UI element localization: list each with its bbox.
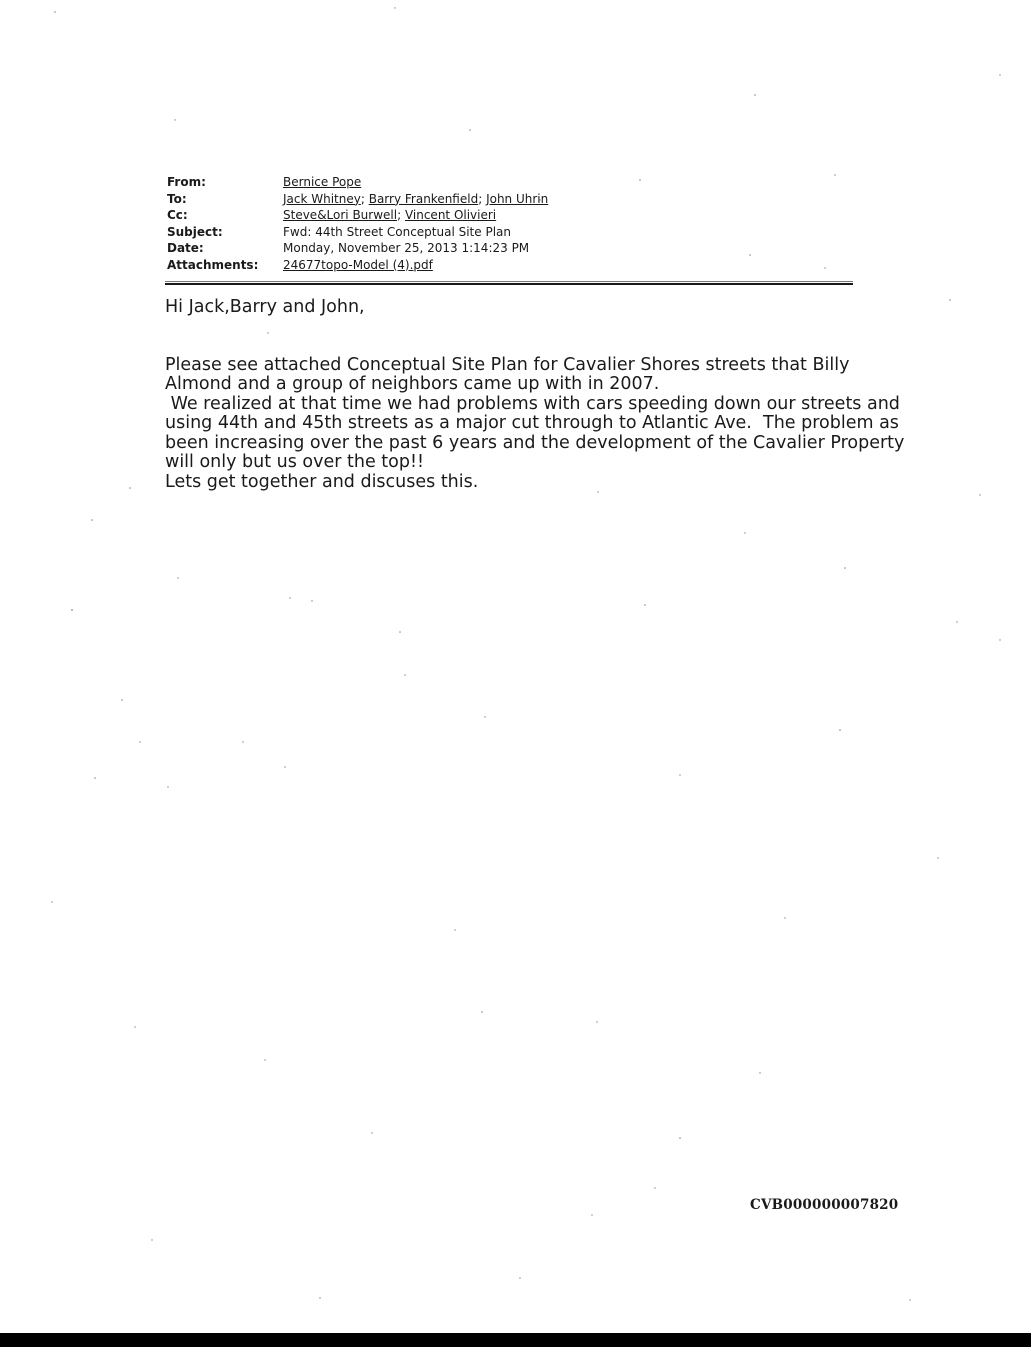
header-divider <box>165 283 853 285</box>
to-label: To: <box>167 191 187 206</box>
to-value: Jack Whitney; Barry Frankenfield; John Uhrin <box>283 191 549 206</box>
greeting: Hi Jack,Barry and John, <box>165 297 365 317</box>
subject-value: Fwd: 44th Street Conceptual Site Plan <box>283 224 511 239</box>
body-line: Please see attached Conceptual Site Plan for Cavalier Shores streets that Billy <box>165 354 850 375</box>
body-line: been increasing over the past 6 years and the development of the Cavalier Property <box>165 432 905 453</box>
email-body <box>165 297 905 492</box>
subject-label: Subject: <box>167 224 223 239</box>
recipient-link[interactable]: Barry Frankenfield <box>368 191 479 206</box>
cc-recipient-link[interactable]: Vincent Olivieri <box>404 208 497 222</box>
from-label: From: <box>167 175 206 189</box>
recipient-link[interactable]: Jack Whitney <box>283 191 361 206</box>
body-line: using 44th and 45th streets as a major cut through to Atlantic Ave. The problem as <box>165 413 899 433</box>
bates-number: CVB000000007820 <box>750 1197 899 1213</box>
cc-value: Steve&Lori Burwell; Vincent Olivieri <box>283 208 497 222</box>
attachment-link[interactable]: 24677topo-Model (4).pdf <box>283 257 433 272</box>
email-header <box>167 174 857 273</box>
subject-row <box>167 224 857 241</box>
date-row <box>167 240 857 257</box>
attachments-label: Attachments: <box>167 257 259 272</box>
from-value <box>283 174 857 191</box>
scan-bottom-edge <box>0 1333 1031 1347</box>
from-row <box>167 174 857 191</box>
body-line: We realized at that time we had problems with cars speeding down our streets and <box>165 393 900 414</box>
date-label: Date: <box>167 241 204 255</box>
attachments-row <box>167 257 857 274</box>
message-paragraph <box>165 354 905 493</box>
body-line: Almond and a group of neighbors came up with in 2007. <box>165 374 660 394</box>
cc-label: Cc: <box>167 208 188 222</box>
sender-link[interactable]: Bernice Pope <box>283 175 362 189</box>
date-value: Monday, November 25, 2013 1:14:23 PM <box>283 241 530 255</box>
attachments-value <box>283 257 857 274</box>
cc-row <box>167 207 857 224</box>
body-line: will only but us over the top!! <box>165 452 425 472</box>
header-divider-thin <box>165 281 853 282</box>
body-line: Lets get together and discuses this. <box>165 471 479 492</box>
recipient-link[interactable]: John Uhrin <box>486 191 549 206</box>
cc-recipient-link[interactable]: Steve&Lori Burwell <box>283 208 398 222</box>
to-row <box>167 191 857 208</box>
